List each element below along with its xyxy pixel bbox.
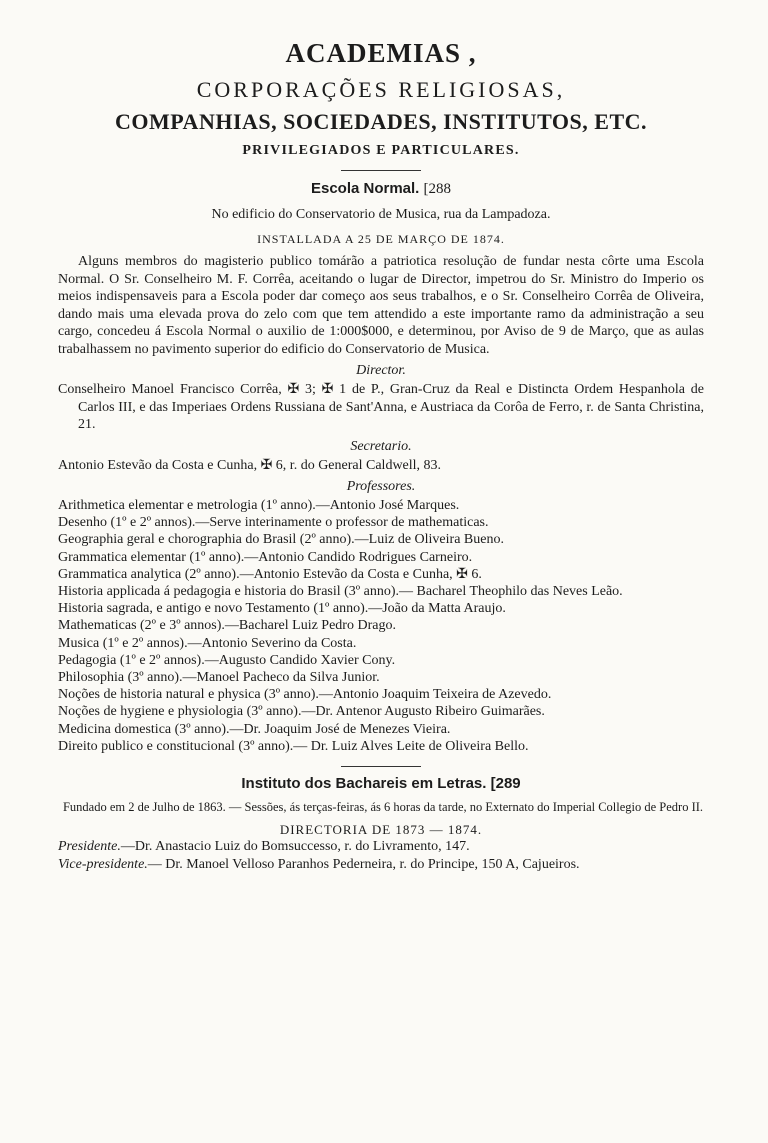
secretary-heading: Secretario. [350,438,412,454]
divider [341,766,421,767]
list-item: Noções de historia natural e physica (3º anno).—Antonio Joaquim Teixeira de Azevedo. [58,687,552,703]
escola-normal-section [58,180,704,755]
instituto-title: Instituto dos Bachareis em Letras. [241,775,487,793]
director-entry: Conselheiro Manoel Francisco Corrêa, ✠ 3; ✠ 1 de P., Gran-Cruz da Real e Distincta Ordem Hespanhola de Carlos III, e das Imperiaes Ordens Russiana de Sant'Anna, e Austriaca da Corôa de Ferro, r. de Santa Christina, 21. [58,382,704,432]
subtitle-corporacoes: CORPORAÇÕES RELIGIOSAS, [196,77,566,102]
escola-number: [288 [423,181,452,197]
list-item: Grammatica elementar (1º anno).—Antonio Candido Rodrigues Carneiro. [58,549,473,565]
secretary-entry: Antonio Estevão da Costa e Cunha, ✠ 6, r. do General Caldwell, 83. [58,457,442,473]
list-item: Geographia geral e chorographia do Brasil (2º anno).—Luiz de Oliveira Bueno. [58,532,504,548]
list-item: Musica (1º e 2º annos).—Antonio Severino da Costa. [58,635,357,651]
professors-heading: Professores. [346,479,416,494]
vice-president-role: Vice-presidente. [58,856,148,872]
list-item: Pedagogia (1º e 2º annos).—Augusto Candido Xavier Cony. [58,652,396,668]
list-item: Noções de hygiene e physiologia (3º anno).—Dr. Antenor Augusto Ribeiro Guimarães. [58,704,545,720]
page-header [58,38,704,171]
escola-paragraph: Alguns membros do magisterio publico tomárão a patriotica resolução de fundar nesta côrte uma Escola Normal. O Sr. Conselheiro M. F. Corrêa, aceitando o lugar de Director, impetrou do Sr. Ministro do Imperio os meios indispensaveis para a Escola poder dar começo aos seus trabalhos, e o Sr. Conselheiro Corrêa de Oliveira, dando mais uma elevada prova do zelo com que tem attendido a este importante ramo da administração a seu cargo, concedeu á Escola Normal o auxilio de 1:000$000, e determinou, por Aviso de 9 de Março, que as aulas trabalhassem no pavimento superior do edificio do Conservatorio de Musica. [58,254,704,357]
list-item: Historia applicada á pedagogia e historia do Brasil (3º anno).— Bacharel Theophilo das Neves Leão. [58,584,623,600]
page-title: ACADEMIAS , [285,38,477,68]
president-role: Presidente. [58,839,121,855]
divider [341,170,421,171]
subtitle-companhias: COMPANHIAS, SOCIEDADES, INSTITUTOS, ETC. [114,109,648,134]
section-title-instituto [58,775,704,792]
vice-president-entry [58,856,704,874]
directoria-heading: DIRECTORIA DE 1873 — 1874. [279,822,483,838]
vice-president-name: — Dr. Manoel Velloso Paranhos Pederneira, r. do Principe, 150 A, Cajueiros. [147,856,580,872]
list-item: Medicina domestica (3º anno).—Dr. Joaquim José de Menezes Vieira. [58,721,451,737]
professors-list [58,497,704,755]
instituto-founded: Fundado em 2 de Julho de 1863. — Sessões, ás terças-feiras, ás 6 horas da tarde, no Externato do Imperial Collegio de Pedro II. [62,800,704,815]
section-title-escola [58,180,704,198]
instituto-number: [289 [490,775,521,793]
list-item: Grammatica analytica (2º anno).—Antonio Estevão da Costa e Cunha, ✠ 6. [58,566,482,582]
list-item: Arithmetica elementar e metrologia (1º anno).—Antonio José Marques. [58,498,460,513]
president-entry [58,838,704,856]
escola-installed: INSTALLADA A 25 DE MARÇO DE 1874. [257,232,505,246]
director-heading: Director. [356,363,406,378]
subtitle-privilegiados: PRIVILEGIADOS E PARTICULARES. [242,143,520,158]
president-name: —Dr. Anastacio Luiz do Bomsuccesso, r. do Livramento, 147. [120,839,470,855]
list-item: Desenho (1º e 2º annos).—Serve interinamente o professor de mathematicas. [58,515,489,531]
list-item: Historia sagrada, e antigo e novo Testamento (1º anno).—João da Matta Araujo. [58,601,506,617]
escola-title: Escola Normal. [310,180,420,197]
escola-location: No edificio do Conservatorio de Musica, rua da Lampadoza. [211,207,551,222]
list-item: Philosophia (3º anno).—Manoel Pacheco da Silva Junior. [58,670,380,686]
list-item: Mathematicas (2º e 3º annos).—Bacharel Luiz Pedro Drago. [58,618,396,634]
instituto-section [58,775,704,873]
list-item: Direito publico e constitucional (3º anno).— Dr. Luiz Alves Leite de Oliveira Bello. [58,738,529,754]
